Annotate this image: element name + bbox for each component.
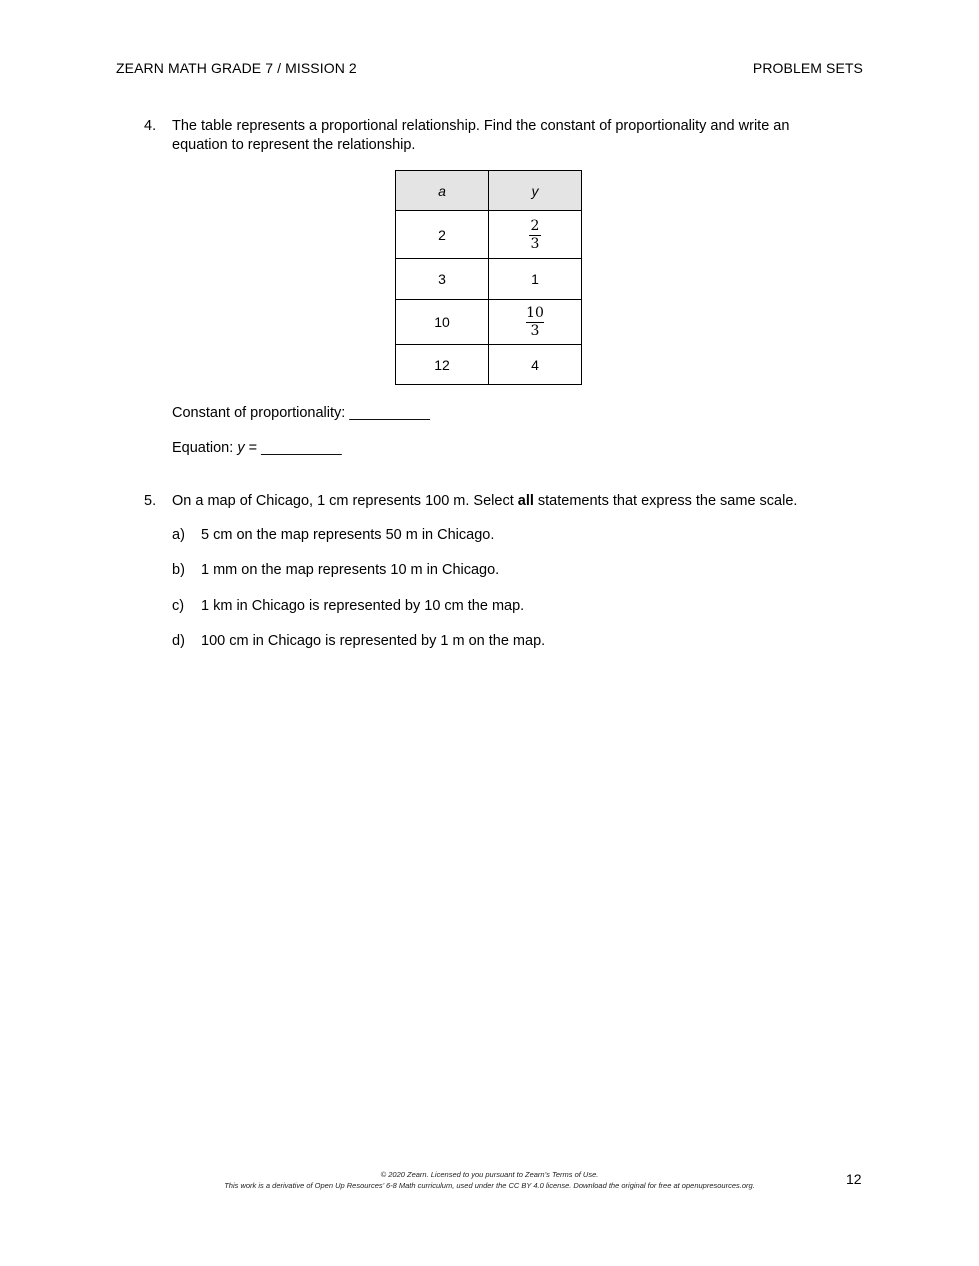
option-text: 5 cm on the map represents 50 m in Chicago. — [201, 527, 495, 543]
header-section: PROBLEM SETS — [752, 60, 863, 76]
footer-copyright: © 2020 Zearn. Licensed to you pursuant to Zearn’s Terms of Use. — [380, 1170, 599, 1179]
question-text-start: On a map of Chicago, 1 cm represents 100 m. Select — [172, 493, 518, 509]
table-header-row — [396, 171, 582, 211]
question-text — [172, 492, 832, 511]
table-cell-y — [489, 211, 582, 259]
question-number: 4. — [144, 118, 157, 134]
column-header-a: a — [396, 171, 489, 211]
option-letter: c) — [172, 598, 185, 614]
table-cell-a: 10 — [396, 300, 489, 345]
table-cell-y — [489, 300, 582, 345]
fraction-denominator: 3 — [530, 235, 540, 252]
equation-prefix: Equation: — [172, 440, 238, 456]
option-letter: d) — [172, 633, 185, 649]
question-text-line-1: The table represents a proportional relationship. Find the constant of proportionality and write an — [172, 118, 790, 134]
question-text-emphasis: all — [517, 493, 534, 509]
table-cell-y: 4 — [489, 345, 582, 385]
table-row — [396, 345, 582, 385]
option-text: 1 km in Chicago is represented by 10 cm the map. — [201, 598, 525, 614]
question-number: 5. — [144, 493, 157, 509]
question-text-end: statements that express the same scale. — [533, 493, 798, 509]
equation-blank: = __________ — [244, 440, 342, 456]
fraction-denominator: 3 — [530, 323, 540, 339]
footer-license — [0, 1169, 979, 1191]
page-number: 12 — [846, 1171, 862, 1187]
equation-answer-line — [172, 440, 342, 456]
option-text: 100 cm in Chicago is represented by 1 m on the map. — [201, 633, 546, 649]
constant-answer-line: Constant of proportionality: __________ — [172, 405, 430, 421]
table-row — [396, 300, 582, 345]
table-cell-a: 2 — [396, 211, 489, 259]
option-text: 1 mm on the map represents 10 m in Chicago. — [201, 562, 500, 578]
proportion-table — [395, 170, 582, 385]
fraction-numerator: 2 — [530, 217, 540, 234]
table-cell-a: 3 — [396, 259, 489, 300]
column-header-y: y — [489, 171, 582, 211]
option-letter: b) — [172, 562, 185, 578]
fraction-numerator: 10 — [526, 305, 544, 321]
table-row — [396, 211, 582, 259]
footer-attribution: This work is a derivative of Open Up Resources’ 6-8 Math curriculum, used under the CC BY 4.0 license. Download the original for free at openupresources.org. — [224, 1181, 755, 1190]
equation-variable: y — [237, 440, 245, 456]
option-letter: a) — [172, 527, 185, 543]
fraction — [529, 218, 541, 253]
table-cell-y: 1 — [489, 259, 582, 300]
table-row — [396, 259, 582, 300]
question-text-line-2: equation to represent the relationship. — [172, 137, 416, 153]
table-cell-a: 12 — [396, 345, 489, 385]
fraction — [526, 305, 544, 340]
header-title: ZEARN MATH GRADE 7 / MISSION 2 — [116, 60, 357, 76]
